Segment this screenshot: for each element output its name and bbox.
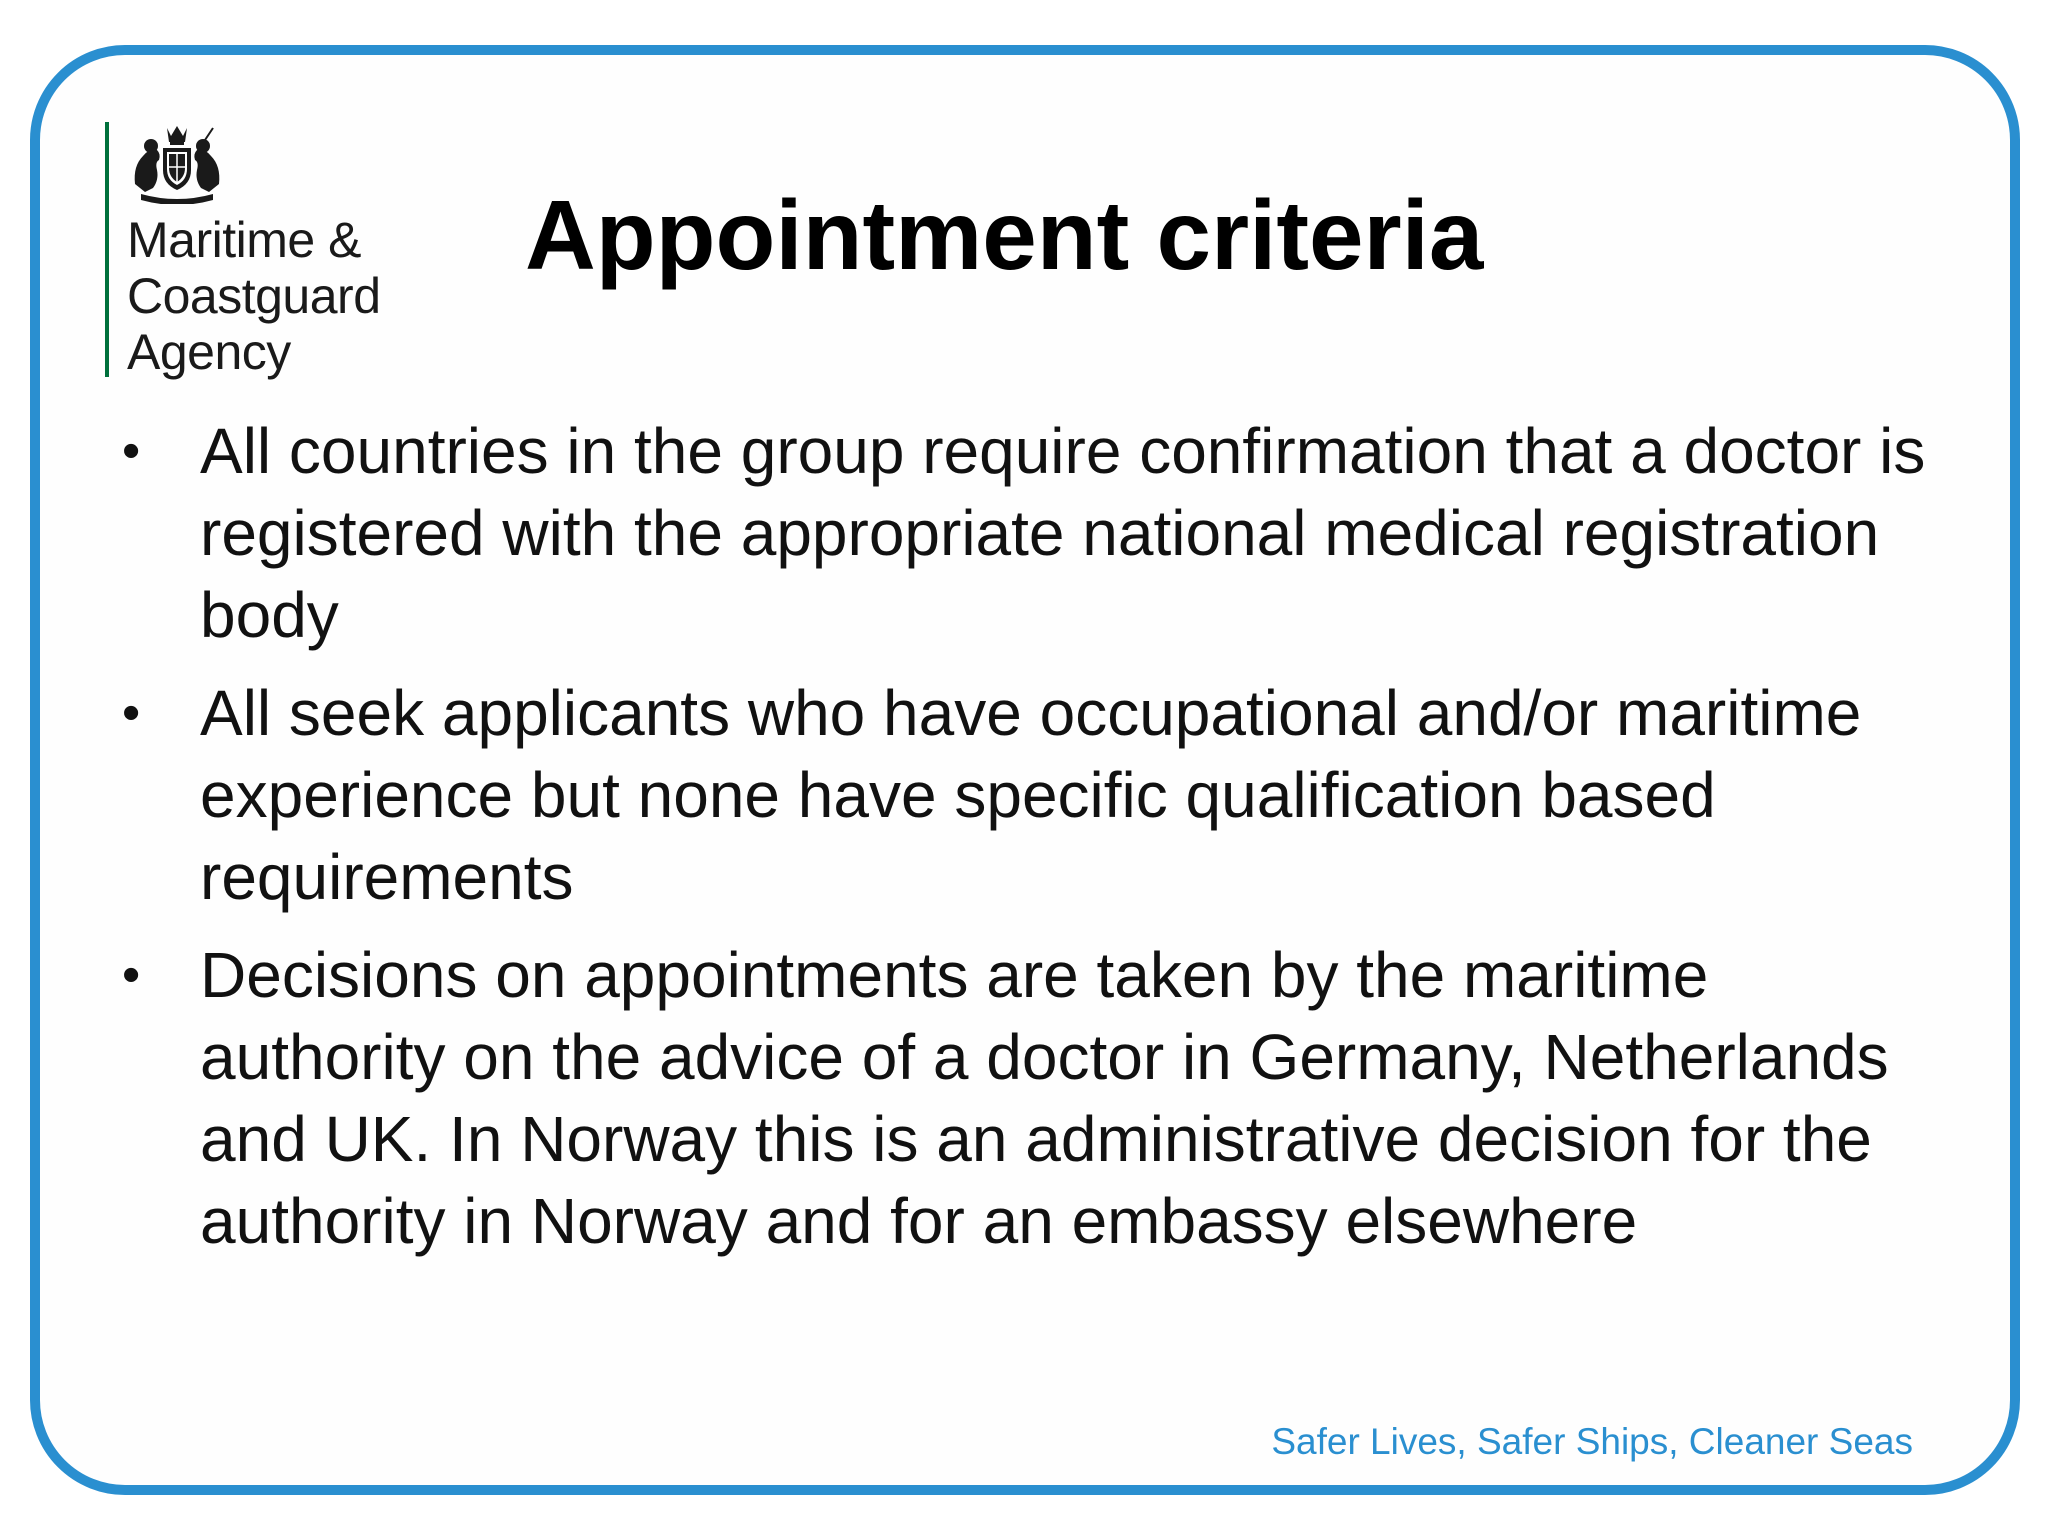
agency-name-line-2: Coastguard	[127, 268, 381, 324]
bullet-item-registration	[120, 410, 1940, 656]
bullet-marker: •	[122, 684, 141, 742]
bullet-marker: •	[122, 946, 141, 1004]
slide-title: Appointment criteria	[525, 180, 1484, 290]
mca-logo	[105, 122, 425, 380]
bullet-marker: •	[122, 422, 141, 480]
logo-divider	[105, 122, 109, 377]
bullet-item-experience	[120, 672, 1940, 918]
bullet-list	[120, 410, 1940, 1278]
bullet-text: All seek applicants who have occupational and/or maritime experience but none have specific qualification based requirements	[200, 677, 1862, 913]
footer-tagline: Safer Lives, Safer Ships, Cleaner Seas	[1271, 1421, 1913, 1462]
agency-name-line-1: Maritime &	[127, 212, 361, 268]
bullet-text: Decisions on appointments are taken by the maritime authority on the advice of a doctor in Germany, Netherlands and UK. In Norway this is an administrative decision for the authority in Norway and for an embassy elsewhere	[200, 939, 1889, 1257]
royal-coat-of-arms-icon	[127, 122, 227, 204]
bullet-item-decisions	[120, 934, 1940, 1262]
agency-name-line-3: Agency	[127, 324, 291, 380]
bullet-text: All countries in the group require confirmation that a doctor is registered with the appropriate national medical registration body	[200, 415, 1926, 651]
agency-name	[127, 212, 381, 380]
